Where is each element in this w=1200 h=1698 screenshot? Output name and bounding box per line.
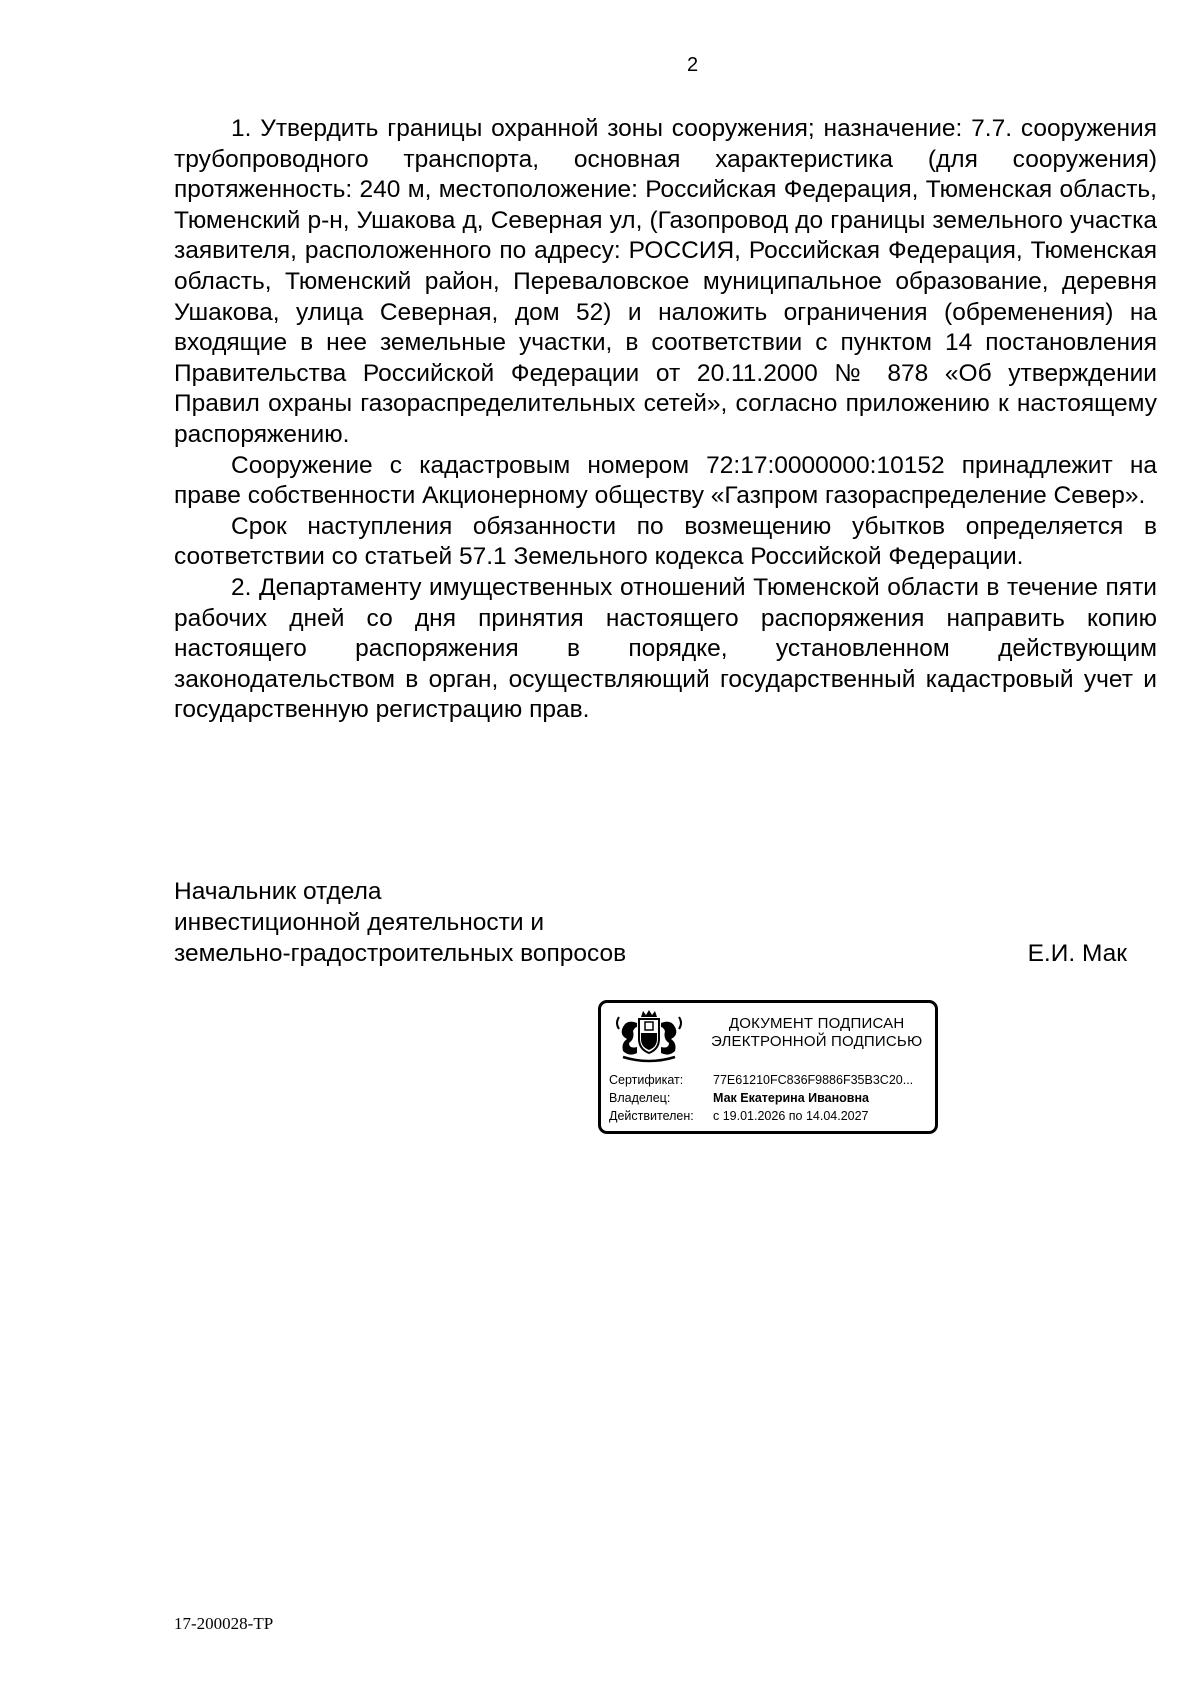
document-code: 17-200028-ТР — [174, 1614, 274, 1633]
electronic-signature-stamp — [598, 1000, 938, 1134]
validity-label: Действителен: — [609, 1109, 694, 1123]
signatory-position-line: инвестиционной деятельности и — [174, 909, 545, 936]
paragraph-item-1: 1. Утвердить границы охранной зоны сооружения; назначение: 7.7. сооружения трубопроводного транспорта, основная характеристика (для сооружения) протяженность: 240 м, местоположение: Российская Федерация, Тюменская область, Тюменский р-н, Ушакова д, Северная ул, (Газопровод до границы земельного участка заявителя, расположенного по адресу: РОССИЯ, Российская Федерация, Тюменская область, Тюменский район, Переваловское муниципальное образование, деревня Ушакова, улица Северная, дом 52) и наложить ограничения (обременения) на входящие в нее земельные участки, в соответствии с пунктом 14 постановления Правительства Российской Федерации от 20.11.2000 № 878 «Об утверждении Правил охраны газораспределительных сетей», согласно приложению к настоящему распоряжению. — [174, 115, 1157, 448]
signatory-block — [174, 876, 1174, 969]
paragraph-item-2: 2. Департаменту имущественных отношений Тюменской области в течение пяти рабочих дней со дня принятия настоящего распоряжения направить копию настоящего распоряжения в порядке, установленном действующим законодательством в орган, осуществляющий государственный кадастровый учет и государственную регистрацию прав. — [174, 573, 1157, 724]
stamp-title-line: ЭЛЕКТРОННОЙ ПОДПИСЬЮ — [711, 1033, 923, 1050]
stamp-validity-row — [609, 1109, 869, 1123]
signatory-position-line: Начальник отдела — [174, 878, 382, 905]
stamp-title-line: ДОКУМЕНТ ПОДПИСАН — [728, 1015, 905, 1032]
coat-of-arms-icon — [609, 1009, 689, 1065]
owner-label: Владелец: — [609, 1091, 671, 1105]
validity-value: с 19.01.2026 по 14.04.2027 — [713, 1109, 869, 1123]
page-number: 2 — [686, 54, 699, 76]
paragraph-damages-term: Срок наступления обязанности по возмещению убытков определяется в соответствии со статьей 57.1 Земельного кодекса Российской Федерации. — [174, 512, 1157, 571]
stamp-certificate-row — [609, 1073, 913, 1087]
paragraph-ownership: Сооружение с кадастровым номером 72:17:0000000:10152 принадлежит на праве собственности Акционерному обществу «Газпром газораспределение Север». — [174, 451, 1157, 510]
owner-value: Мак Екатерина Ивановна — [713, 1091, 869, 1105]
document-body — [174, 114, 1157, 726]
signatory-position-line: земельно-градостроительных вопросов — [174, 940, 627, 967]
stamp-owner-row — [609, 1091, 869, 1105]
signatory-name: Е.И. Мак — [1027, 940, 1127, 967]
certificate-label: Сертификат: — [609, 1073, 684, 1087]
certificate-value: 77E61210FC836F9886F35B3C20... — [713, 1073, 914, 1087]
stamp-title — [711, 1015, 922, 1051]
